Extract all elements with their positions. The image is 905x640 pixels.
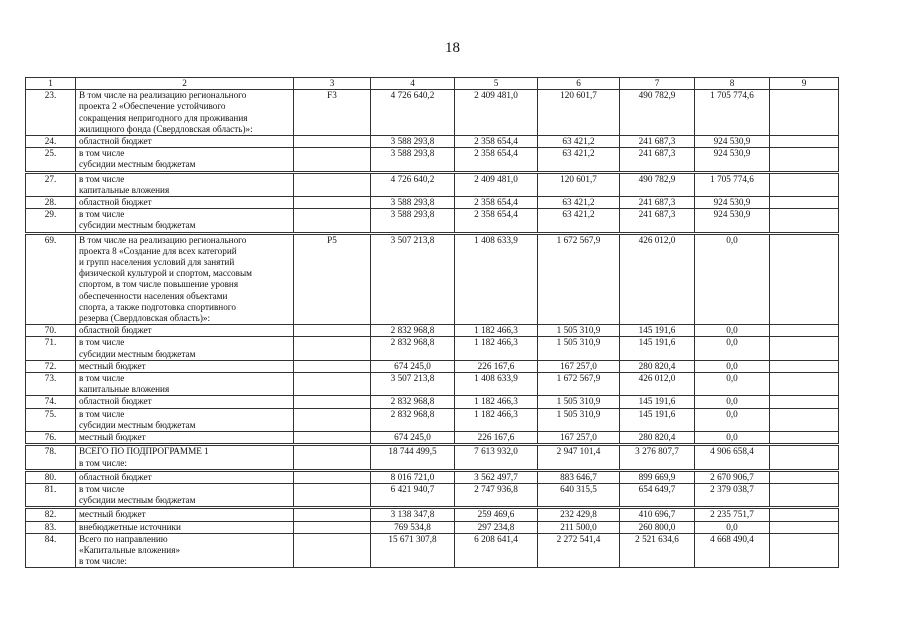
row-description-cell: в том числе субсидии местным бюджетам (76, 337, 294, 360)
column-header: 8 (695, 78, 770, 90)
value-cell-col8: 924 530,9 (695, 197, 770, 209)
value-cell-col5: 2 358 654,4 (455, 136, 538, 148)
row-description-cell: в том числе капитальные вложения (76, 373, 294, 396)
value-cell-col9 (770, 445, 839, 470)
column-header: 6 (538, 78, 620, 90)
value-cell-col9 (770, 209, 839, 233)
value-cell-col5: 1 182 466,3 (455, 396, 538, 408)
row-description-cell: в том числе субсидии местным бюджетам (76, 209, 294, 233)
value-cell-col6: 2 272 541,4 (538, 533, 620, 568)
row-code-cell (294, 337, 371, 360)
value-cell-col6: 63 421,2 (538, 136, 620, 148)
value-cell-col8: 924 530,9 (695, 136, 770, 148)
table-row (26, 408, 839, 431)
row-code-cell (294, 148, 371, 172)
value-cell-col4: 3 588 293,8 (371, 136, 455, 148)
row-code-cell (294, 470, 371, 483)
value-cell-col8: 4 668 490,4 (695, 533, 770, 568)
value-cell-col8: 1 705 774,6 (695, 90, 770, 136)
row-code-cell (294, 136, 371, 148)
row-code-cell (294, 533, 371, 568)
value-cell-col5: 2 409 481,0 (455, 90, 538, 136)
row-description-cell: местный бюджет (76, 508, 294, 521)
row-code-cell (294, 508, 371, 521)
value-cell-col4: 3 138 347,8 (371, 508, 455, 521)
value-cell-col4: 769 534,8 (371, 521, 455, 533)
value-cell-col9 (770, 233, 839, 325)
value-cell-col9 (770, 148, 839, 172)
value-cell-col7: 490 782,9 (620, 172, 695, 196)
row-number-cell: 27. (26, 172, 76, 196)
column-header: 3 (294, 78, 371, 90)
row-number-cell: 74. (26, 396, 76, 408)
value-cell-col6: 1 505 310,9 (538, 396, 620, 408)
value-cell-col4: 3 588 293,8 (371, 209, 455, 233)
row-number-cell: 71. (26, 337, 76, 360)
value-cell-col5: 2 409 481,0 (455, 172, 538, 196)
value-cell-col5: 2 747 936,8 (455, 483, 538, 507)
value-cell-col4: 18 744 499,5 (371, 445, 455, 470)
value-cell-col5: 3 562 497,7 (455, 470, 538, 483)
column-header: 4 (371, 78, 455, 90)
value-cell-col4: 4 726 640,2 (371, 172, 455, 196)
value-cell-col7: 3 276 807,7 (620, 445, 695, 470)
row-code-cell (294, 360, 371, 372)
value-cell-col4: 4 726 640,2 (371, 90, 455, 136)
row-number-cell: 73. (26, 373, 76, 396)
value-cell-col8: 2 670 906,7 (695, 470, 770, 483)
value-cell-col6: 1 505 310,9 (538, 325, 620, 337)
column-header: 9 (770, 78, 839, 90)
value-cell-col4: 2 832 968,8 (371, 325, 455, 337)
value-cell-col7: 899 669,9 (620, 470, 695, 483)
table-row (26, 432, 839, 445)
value-cell-col7: 280 820,4 (620, 360, 695, 372)
row-number-cell: 23. (26, 90, 76, 136)
row-description-cell: местный бюджет (76, 432, 294, 445)
value-cell-col7: 241 687,3 (620, 136, 695, 148)
table-row (26, 508, 839, 521)
value-cell-col6: 1 672 567,9 (538, 233, 620, 325)
value-cell-col8: 0,0 (695, 373, 770, 396)
row-number-cell: 75. (26, 408, 76, 431)
value-cell-col5: 1 408 633,9 (455, 373, 538, 396)
row-code-cell (294, 445, 371, 470)
value-cell-col8: 0,0 (695, 521, 770, 533)
value-cell-col9 (770, 432, 839, 445)
value-cell-col9 (770, 408, 839, 431)
value-cell-col9 (770, 90, 839, 136)
row-code-cell (294, 483, 371, 507)
value-cell-col6: 232 429,8 (538, 508, 620, 521)
value-cell-col7: 410 696,7 (620, 508, 695, 521)
value-cell-col9 (770, 483, 839, 507)
row-number-cell: 70. (26, 325, 76, 337)
table-row (26, 197, 839, 209)
value-cell-col9 (770, 360, 839, 372)
value-cell-col5: 6 208 641,4 (455, 533, 538, 568)
row-number-cell: 69. (26, 233, 76, 325)
row-number-cell: 72. (26, 360, 76, 372)
row-description-cell: местный бюджет (76, 360, 294, 372)
value-cell-col4: 3 507 213,8 (371, 233, 455, 325)
table-row (26, 396, 839, 408)
value-cell-col8: 0,0 (695, 325, 770, 337)
value-cell-col9 (770, 533, 839, 568)
value-cell-col7: 654 649,7 (620, 483, 695, 507)
row-number-cell: 78. (26, 445, 76, 470)
row-number-cell: 25. (26, 148, 76, 172)
value-cell-col7: 145 191,6 (620, 408, 695, 431)
value-cell-col5: 226 167,6 (455, 432, 538, 445)
value-cell-col7: 241 687,3 (620, 197, 695, 209)
row-description-cell: В том числе на реализацию регионального проекта 8 «Создание для всех категорий и групп населения условий для занятий физической культурой и спортом, массовым спортом, в том числе повышение уровня обеспеченности населения объектами спорта, а также подготовка спортивного резерва (Свердловская область)»: (76, 233, 294, 325)
value-cell-col6: 120 601,7 (538, 90, 620, 136)
row-description-cell: областной бюджет (76, 325, 294, 337)
row-number-cell: 24. (26, 136, 76, 148)
column-header: 2 (76, 78, 294, 90)
table-row (26, 337, 839, 360)
row-description-cell: ВСЕГО ПО ПОДПРОГРАММЕ 1 в том числе: (76, 445, 294, 470)
row-code-cell (294, 521, 371, 533)
row-code-cell (294, 209, 371, 233)
value-cell-col4: 674 245,0 (371, 360, 455, 372)
value-cell-col9 (770, 521, 839, 533)
column-header: 5 (455, 78, 538, 90)
value-cell-col6: 1 505 310,9 (538, 408, 620, 431)
value-cell-col6: 1 672 567,9 (538, 373, 620, 396)
value-cell-col7: 426 012,0 (620, 373, 695, 396)
row-code-cell: F3 (294, 90, 371, 136)
page-number: 18 (445, 40, 460, 56)
row-description-cell: в том числе субсидии местным бюджетам (76, 483, 294, 507)
value-cell-col4: 3 588 293,8 (371, 197, 455, 209)
value-cell-col6: 2 947 101,4 (538, 445, 620, 470)
row-description-cell: в том числе субсидии местным бюджетам (76, 408, 294, 431)
value-cell-col4: 3 588 293,8 (371, 148, 455, 172)
value-cell-col4: 2 832 968,8 (371, 408, 455, 431)
value-cell-col4: 2 832 968,8 (371, 396, 455, 408)
value-cell-col8: 0,0 (695, 408, 770, 431)
value-cell-col5: 1 408 633,9 (455, 233, 538, 325)
value-cell-col8: 0,0 (695, 360, 770, 372)
row-code-cell (294, 172, 371, 196)
column-header: 1 (26, 78, 76, 90)
table-row (26, 172, 839, 196)
value-cell-col9 (770, 172, 839, 196)
table-row (26, 533, 839, 568)
row-description-cell: в том числе капитальные вложения (76, 172, 294, 196)
table-row (26, 445, 839, 470)
value-cell-col4: 674 245,0 (371, 432, 455, 445)
row-number-cell: 29. (26, 209, 76, 233)
table-row (26, 373, 839, 396)
value-cell-col6: 63 421,2 (538, 197, 620, 209)
row-description-cell: Всего по направлению «Капитальные вложения» в том числе: (76, 533, 294, 568)
table-row (26, 483, 839, 507)
value-cell-col6: 63 421,2 (538, 209, 620, 233)
value-cell-col7: 280 820,4 (620, 432, 695, 445)
row-number-cell: 84. (26, 533, 76, 568)
table-row (26, 233, 839, 325)
table-row (26, 470, 839, 483)
value-cell-col6: 883 646,7 (538, 470, 620, 483)
value-cell-col7: 145 191,6 (620, 337, 695, 360)
value-cell-col5: 297 234,8 (455, 521, 538, 533)
value-cell-col5: 2 358 654,4 (455, 209, 538, 233)
row-description-cell: в том числе субсидии местным бюджетам (76, 148, 294, 172)
budget-table (25, 77, 839, 568)
value-cell-col8: 0,0 (695, 432, 770, 445)
value-cell-col7: 241 687,3 (620, 148, 695, 172)
row-code-cell (294, 408, 371, 431)
value-cell-col8: 4 906 658,4 (695, 445, 770, 470)
value-cell-col8: 2 235 751,7 (695, 508, 770, 521)
value-cell-col4: 2 832 968,8 (371, 337, 455, 360)
value-cell-col9 (770, 373, 839, 396)
value-cell-col6: 120 601,7 (538, 172, 620, 196)
value-cell-col9 (770, 508, 839, 521)
table-row (26, 148, 839, 172)
row-number-cell: 83. (26, 521, 76, 533)
value-cell-col5: 7 613 932,0 (455, 445, 538, 470)
row-code-cell: P5 (294, 233, 371, 325)
value-cell-col7: 2 521 634,6 (620, 533, 695, 568)
value-cell-col6: 167 257,0 (538, 360, 620, 372)
value-cell-col9 (770, 136, 839, 148)
row-description-cell: областной бюджет (76, 197, 294, 209)
header-row (26, 78, 839, 90)
value-cell-col6: 1 505 310,9 (538, 337, 620, 360)
value-cell-col8: 1 705 774,6 (695, 172, 770, 196)
value-cell-col5: 2 358 654,4 (455, 148, 538, 172)
value-cell-col7: 490 782,9 (620, 90, 695, 136)
value-cell-col9 (770, 325, 839, 337)
row-code-cell (294, 373, 371, 396)
table-row (26, 325, 839, 337)
row-code-cell (294, 197, 371, 209)
value-cell-col8: 2 379 038,7 (695, 483, 770, 507)
table-row (26, 136, 839, 148)
row-description-cell: областной бюджет (76, 396, 294, 408)
value-cell-col5: 259 469,6 (455, 508, 538, 521)
value-cell-col5: 2 358 654,4 (455, 197, 538, 209)
value-cell-col9 (770, 470, 839, 483)
row-code-cell (294, 396, 371, 408)
table-row (26, 360, 839, 372)
value-cell-col5: 1 182 466,3 (455, 337, 538, 360)
table-body (26, 90, 839, 568)
value-cell-col8: 0,0 (695, 337, 770, 360)
value-cell-col7: 426 012,0 (620, 233, 695, 325)
value-cell-col9 (770, 337, 839, 360)
row-number-cell: 81. (26, 483, 76, 507)
column-header: 7 (620, 78, 695, 90)
value-cell-col4: 6 421 940,7 (371, 483, 455, 507)
table-row (26, 90, 839, 136)
value-cell-col7: 145 191,6 (620, 325, 695, 337)
value-cell-col7: 145 191,6 (620, 396, 695, 408)
value-cell-col4: 3 507 213,8 (371, 373, 455, 396)
value-cell-col6: 211 500,0 (538, 521, 620, 533)
value-cell-col8: 924 530,9 (695, 148, 770, 172)
value-cell-col6: 63 421,2 (538, 148, 620, 172)
table-row (26, 521, 839, 533)
row-description-cell: областной бюджет (76, 136, 294, 148)
value-cell-col9 (770, 197, 839, 209)
value-cell-col6: 640 315,5 (538, 483, 620, 507)
value-cell-col8: 924 530,9 (695, 209, 770, 233)
value-cell-col5: 1 182 466,3 (455, 408, 538, 431)
row-description-cell: внебюджетные источники (76, 521, 294, 533)
value-cell-col8: 0,0 (695, 233, 770, 325)
table-row (26, 209, 839, 233)
row-number-cell: 80. (26, 470, 76, 483)
row-number-cell: 82. (26, 508, 76, 521)
value-cell-col7: 241 687,3 (620, 209, 695, 233)
value-cell-col7: 260 800,0 (620, 521, 695, 533)
value-cell-col8: 0,0 (695, 396, 770, 408)
value-cell-col5: 226 167,6 (455, 360, 538, 372)
row-number-cell: 76. (26, 432, 76, 445)
row-description-cell: В том числе на реализацию регионального проекта 2 «Обеспечение устойчивого сокращения непригодного для проживания жилищного фонда (Свердловская область)»: (76, 90, 294, 136)
value-cell-col6: 167 257,0 (538, 432, 620, 445)
value-cell-col4: 15 671 307,8 (371, 533, 455, 568)
value-cell-col4: 8 016 721,0 (371, 470, 455, 483)
value-cell-col5: 1 182 466,3 (455, 325, 538, 337)
value-cell-col9 (770, 396, 839, 408)
row-code-cell (294, 325, 371, 337)
row-description-cell: областной бюджет (76, 470, 294, 483)
row-code-cell (294, 432, 371, 445)
row-number-cell: 28. (26, 197, 76, 209)
